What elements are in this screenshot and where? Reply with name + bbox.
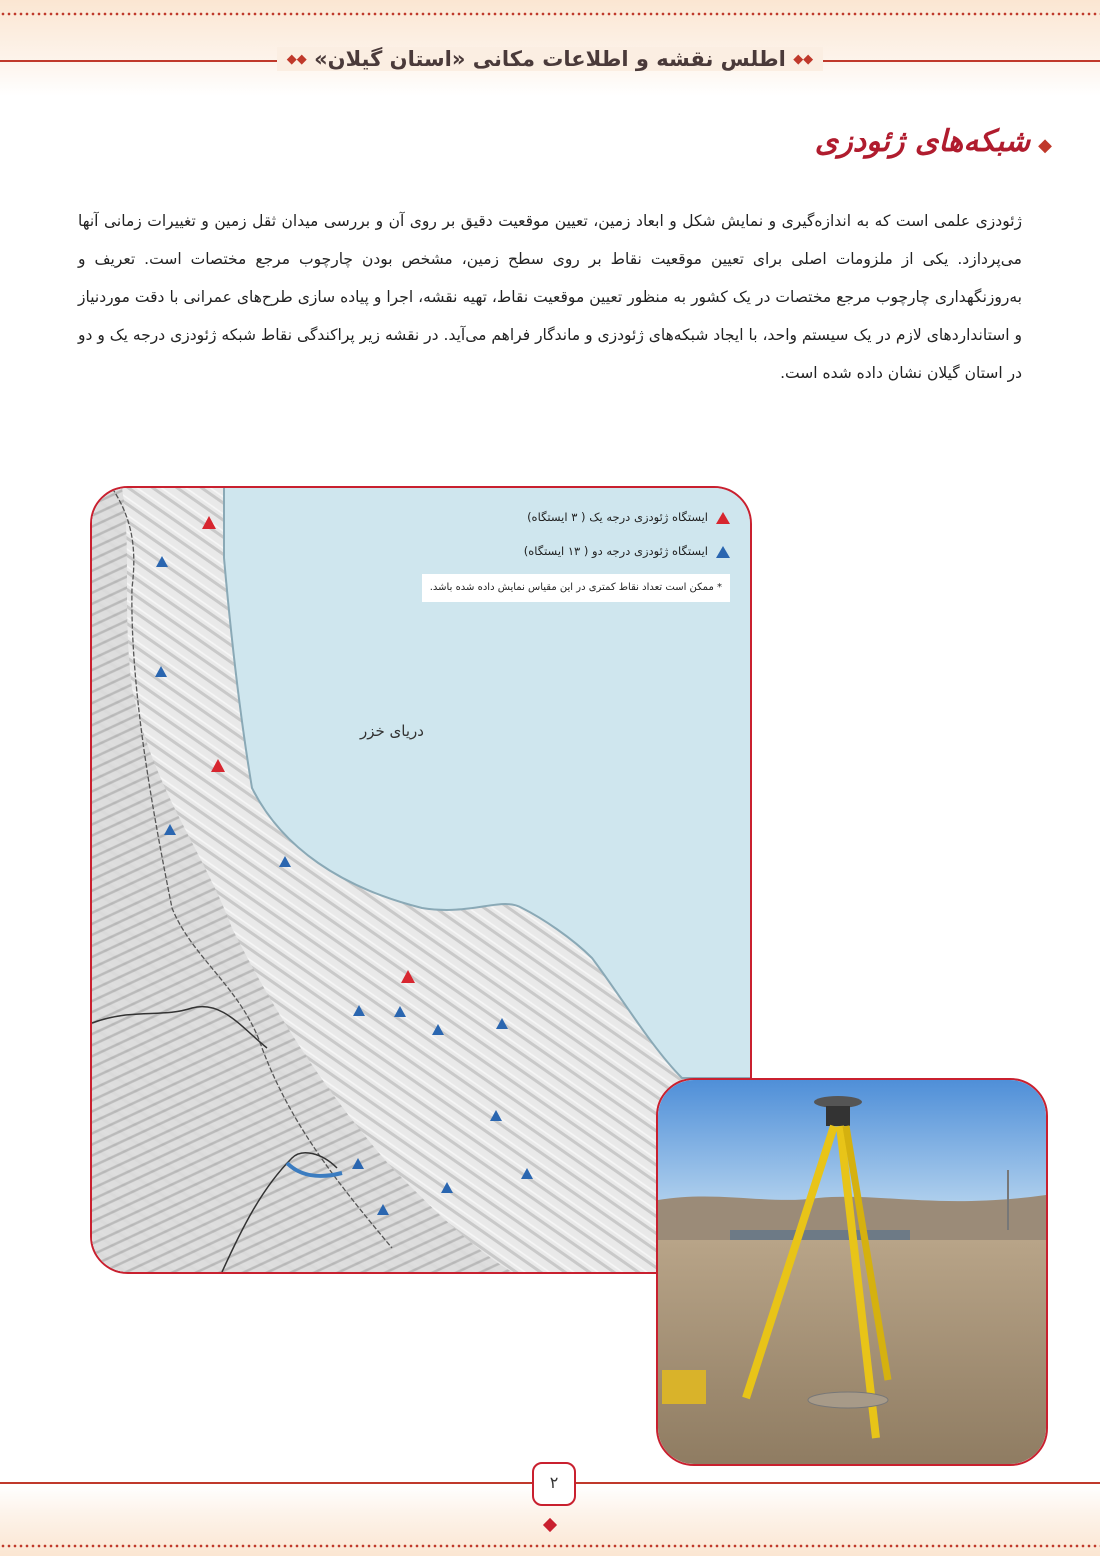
header-ornament-right: ◆◆ <box>793 52 814 67</box>
page-number: ۲ <box>532 1462 576 1506</box>
equipment-case <box>662 1370 706 1404</box>
footer-rule-left <box>0 1482 532 1484</box>
page-header <box>0 44 1100 75</box>
red-triangle-icon <box>716 512 730 524</box>
bottom-dotted-border <box>0 1544 1100 1548</box>
footer-rule-right <box>574 1482 1100 1484</box>
legend-item-first-order <box>390 500 730 534</box>
section-ornament: ◆ <box>1038 135 1052 156</box>
top-dotted-border <box>0 12 1100 16</box>
section-title-text: شبکه‌های ژئودزی <box>814 124 1031 159</box>
section-title <box>815 124 1052 159</box>
gnss-tripod-photo <box>658 1080 1046 1464</box>
bridge <box>730 1230 910 1240</box>
desert-ground <box>658 1240 1046 1464</box>
map-legend <box>390 500 730 602</box>
header-ornament-left: ◆◆ <box>286 52 307 67</box>
blue-triangle-icon <box>716 546 730 558</box>
intro-paragraph: ژئودزی علمی است که به اندازه‌گیری و نمایش شکل و ابعاد زمین، تعیین موقعیت دقیق بر روی آن و بررسی میدان ثقل زمین و تغییرات زمانی آنها می‌پردازد. یکی از ملزومات اصلی برای تعیین موقعیت نقاط بر روی سطح زمین، مشخص بودن چارچوب مرجع مختصات است. تعریف و به‌روزنگهداری چارچوب مرجع مختصات در یک کشور به منظور تعیین موقعیت نقاط، تهیه نقشه، اجرا و پیاده سازی طرح‌های عمرانی با دقت موردنیاز و استانداردهای لازم در یک سیستم واحد، با ایجاد شبکه‌های ژئودزی و ماندگار فراهم می‌آید. در نقشه زیر پراکندگی نقاط شبکه ژئودزی درجه یک و دو در استان گیلان نشان داده شده است. <box>78 212 1022 382</box>
legend-item-second-order <box>390 534 730 568</box>
benchmark-pillar <box>808 1392 888 1408</box>
tribrach <box>826 1106 850 1126</box>
gilan-map <box>92 488 750 1272</box>
sea-label: دریای خزر <box>360 722 424 740</box>
legend-second-order-label: ایستگاه ژئودزی درجه دو ( ۱۳ ایستگاه) <box>523 544 708 558</box>
header-title-text: اطلس نقشه و اطلاعات مکانی «استان گیلان» <box>314 47 786 71</box>
legend-first-order-label: ایستگاه ژئودزی درجه یک ( ۳ ایستگاه) <box>527 510 708 524</box>
gnss-photo <box>656 1078 1048 1466</box>
map-frame <box>90 486 752 1274</box>
legend-note: * ممکن است تعداد نقاط کمتری در این مقیاس نمایش داده شده باشد. <box>422 574 730 602</box>
